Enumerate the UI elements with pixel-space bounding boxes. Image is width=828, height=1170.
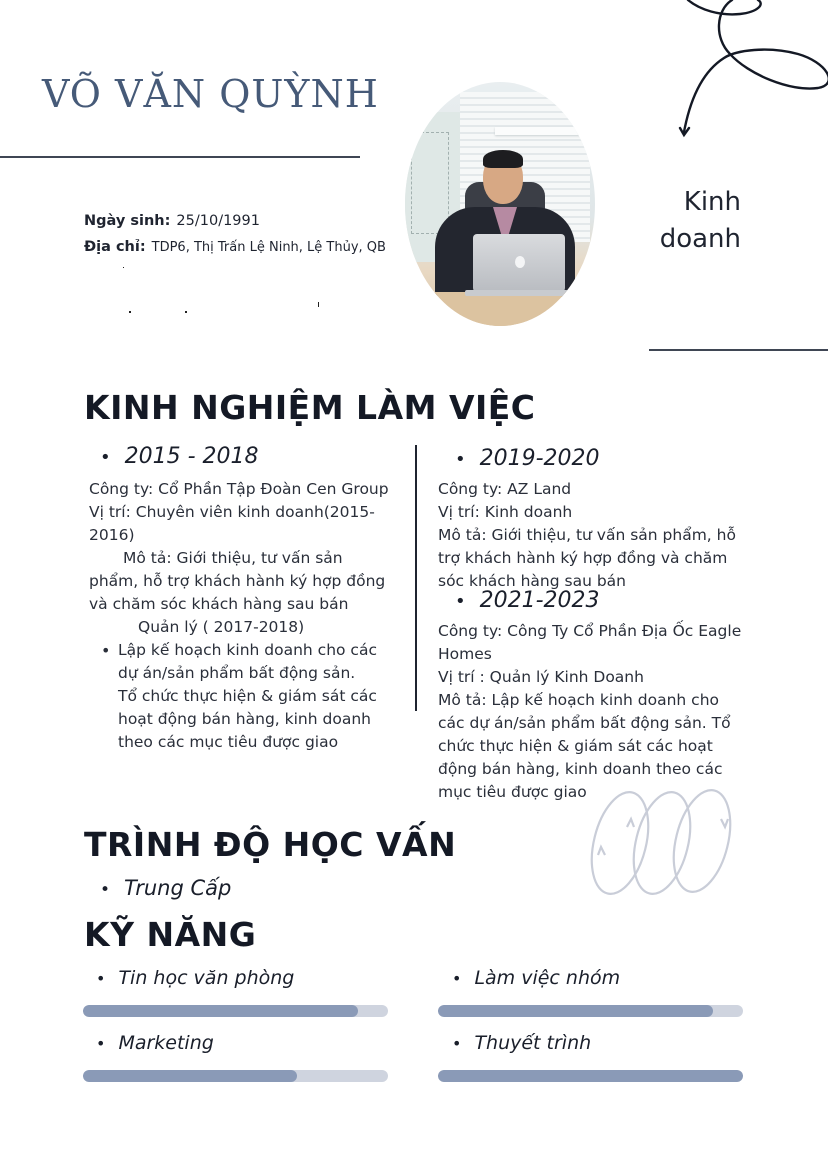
skill-label: • Làm việc nhóm: [452, 967, 620, 989]
candidate-name: VÕ VĂN QUỲNH: [42, 72, 379, 116]
skill-bar-2: [438, 1005, 743, 1017]
address-label: Địa chỉ:: [84, 239, 146, 255]
dob-label: Ngày sinh:: [84, 213, 171, 229]
education-item: • Trung Cấp: [100, 876, 231, 900]
skill-bar-fill: [83, 1070, 297, 1082]
exp-company: Công ty: Công Ty Cổ Phần Địa Ốc Eagle Homes: [438, 622, 742, 663]
dob-row: [84, 213, 260, 229]
exp-position: Vị trí: Chuyên viên kinh doanh(2015-2016): [89, 503, 375, 544]
dob-value: 25/10/1991: [176, 213, 260, 229]
exp-sub-bullet: • Lập kế hoạch kinh doanh cho các dự án/sản phẩm bất động sản. Tổ chức thực hiện & giám sát các hoạt động bán hàng, kinh doanh theo các mục tiêu được giao: [89, 639, 379, 754]
exp-sub-role: Quản lý ( 2017-2018): [138, 618, 305, 636]
exp-period-2: [455, 446, 600, 471]
exp-sub-bullets: [89, 639, 379, 754]
job-title: [640, 184, 741, 258]
exp-entry-1: [89, 478, 394, 754]
skills-heading: KỸ NĂNG: [84, 915, 257, 954]
name-divider: [0, 156, 360, 158]
skill-bar-3: [83, 1070, 388, 1082]
address-row: [84, 239, 386, 255]
exp-period-3: [455, 588, 600, 613]
photo-lamp: [495, 127, 585, 135]
exp-period-text: • 2019-2020: [455, 446, 600, 471]
exp-position: Vị trí: Kinh doanh: [438, 503, 573, 521]
skill-label: • Thuyết trình: [452, 1032, 591, 1054]
scribble-arrow-icon: [640, 0, 828, 145]
job-title-line1: Kinh: [683, 187, 741, 217]
decorative-loops-icon: [578, 785, 733, 895]
skill-item-3: [96, 1032, 214, 1054]
exp-description: Mô tả: Lập kế hoạch kinh doanh cho các dự án/sản phẩm bất động sản. Tổ chức thực hiện & giám sát các hoạt động bán hàng, kinh doanh theo các mục tiêu được giao: [438, 691, 731, 801]
exp-description: Mô tả: Giới thiệu, tư vấn sản phẩm, hỗ trợ khách hành ký hợp đồng và chăm sóc khách hàng sau bán: [89, 549, 386, 613]
job-title-line2: doanh: [659, 224, 741, 254]
profile-photo: [405, 82, 595, 326]
exp-company: Công ty: AZ Land: [438, 480, 572, 498]
photo-laptop: [473, 234, 565, 292]
skill-label: • Tin học văn phòng: [96, 967, 294, 989]
exp-period-1: [100, 444, 259, 469]
column-divider: [415, 445, 417, 711]
exp-entry-3: [438, 620, 748, 804]
experience-heading: KINH NGHIỆM LÀM VIỆC: [84, 388, 536, 427]
skill-label: • Marketing: [96, 1032, 214, 1054]
skill-bar-fill: [438, 1005, 713, 1017]
photo-desk: [405, 292, 595, 326]
photo-person-hair: [483, 150, 523, 168]
skill-item-2: [452, 967, 620, 989]
skill-bar-fill: [438, 1070, 743, 1082]
right-divider: [649, 349, 828, 351]
skill-item-4: [452, 1032, 591, 1054]
stray-dot: [129, 311, 131, 313]
stray-dot: [123, 267, 124, 268]
exp-company: Công ty: Cổ Phần Tập Đoàn Cen Group: [89, 480, 389, 498]
exp-position: Vị trí : Quản lý Kinh Doanh: [438, 668, 644, 686]
exp-entry-2: [438, 478, 748, 593]
education-heading: TRÌNH ĐỘ HỌC VẤN: [84, 825, 457, 864]
stray-dot: [185, 311, 187, 313]
exp-period-text: • 2021-2023: [455, 588, 600, 613]
address-value: TDP6, Thị Trấn Lệ Ninh, Lệ Thủy, QB: [151, 240, 386, 255]
skill-bar-fill: [83, 1005, 358, 1017]
skill-item-1: [96, 967, 294, 989]
skill-bar-1: [83, 1005, 388, 1017]
exp-period-text: • 2015 - 2018: [100, 444, 259, 469]
skill-bar-4: [438, 1070, 743, 1082]
exp-description: Mô tả: Giới thiệu, tư vấn sản phẩm, hỗ trợ khách hành ký hợp đồng và chăm sóc khách hàng sau bán: [438, 526, 736, 590]
stray-dot: [318, 302, 319, 307]
photo-laptop-base: [465, 290, 573, 296]
